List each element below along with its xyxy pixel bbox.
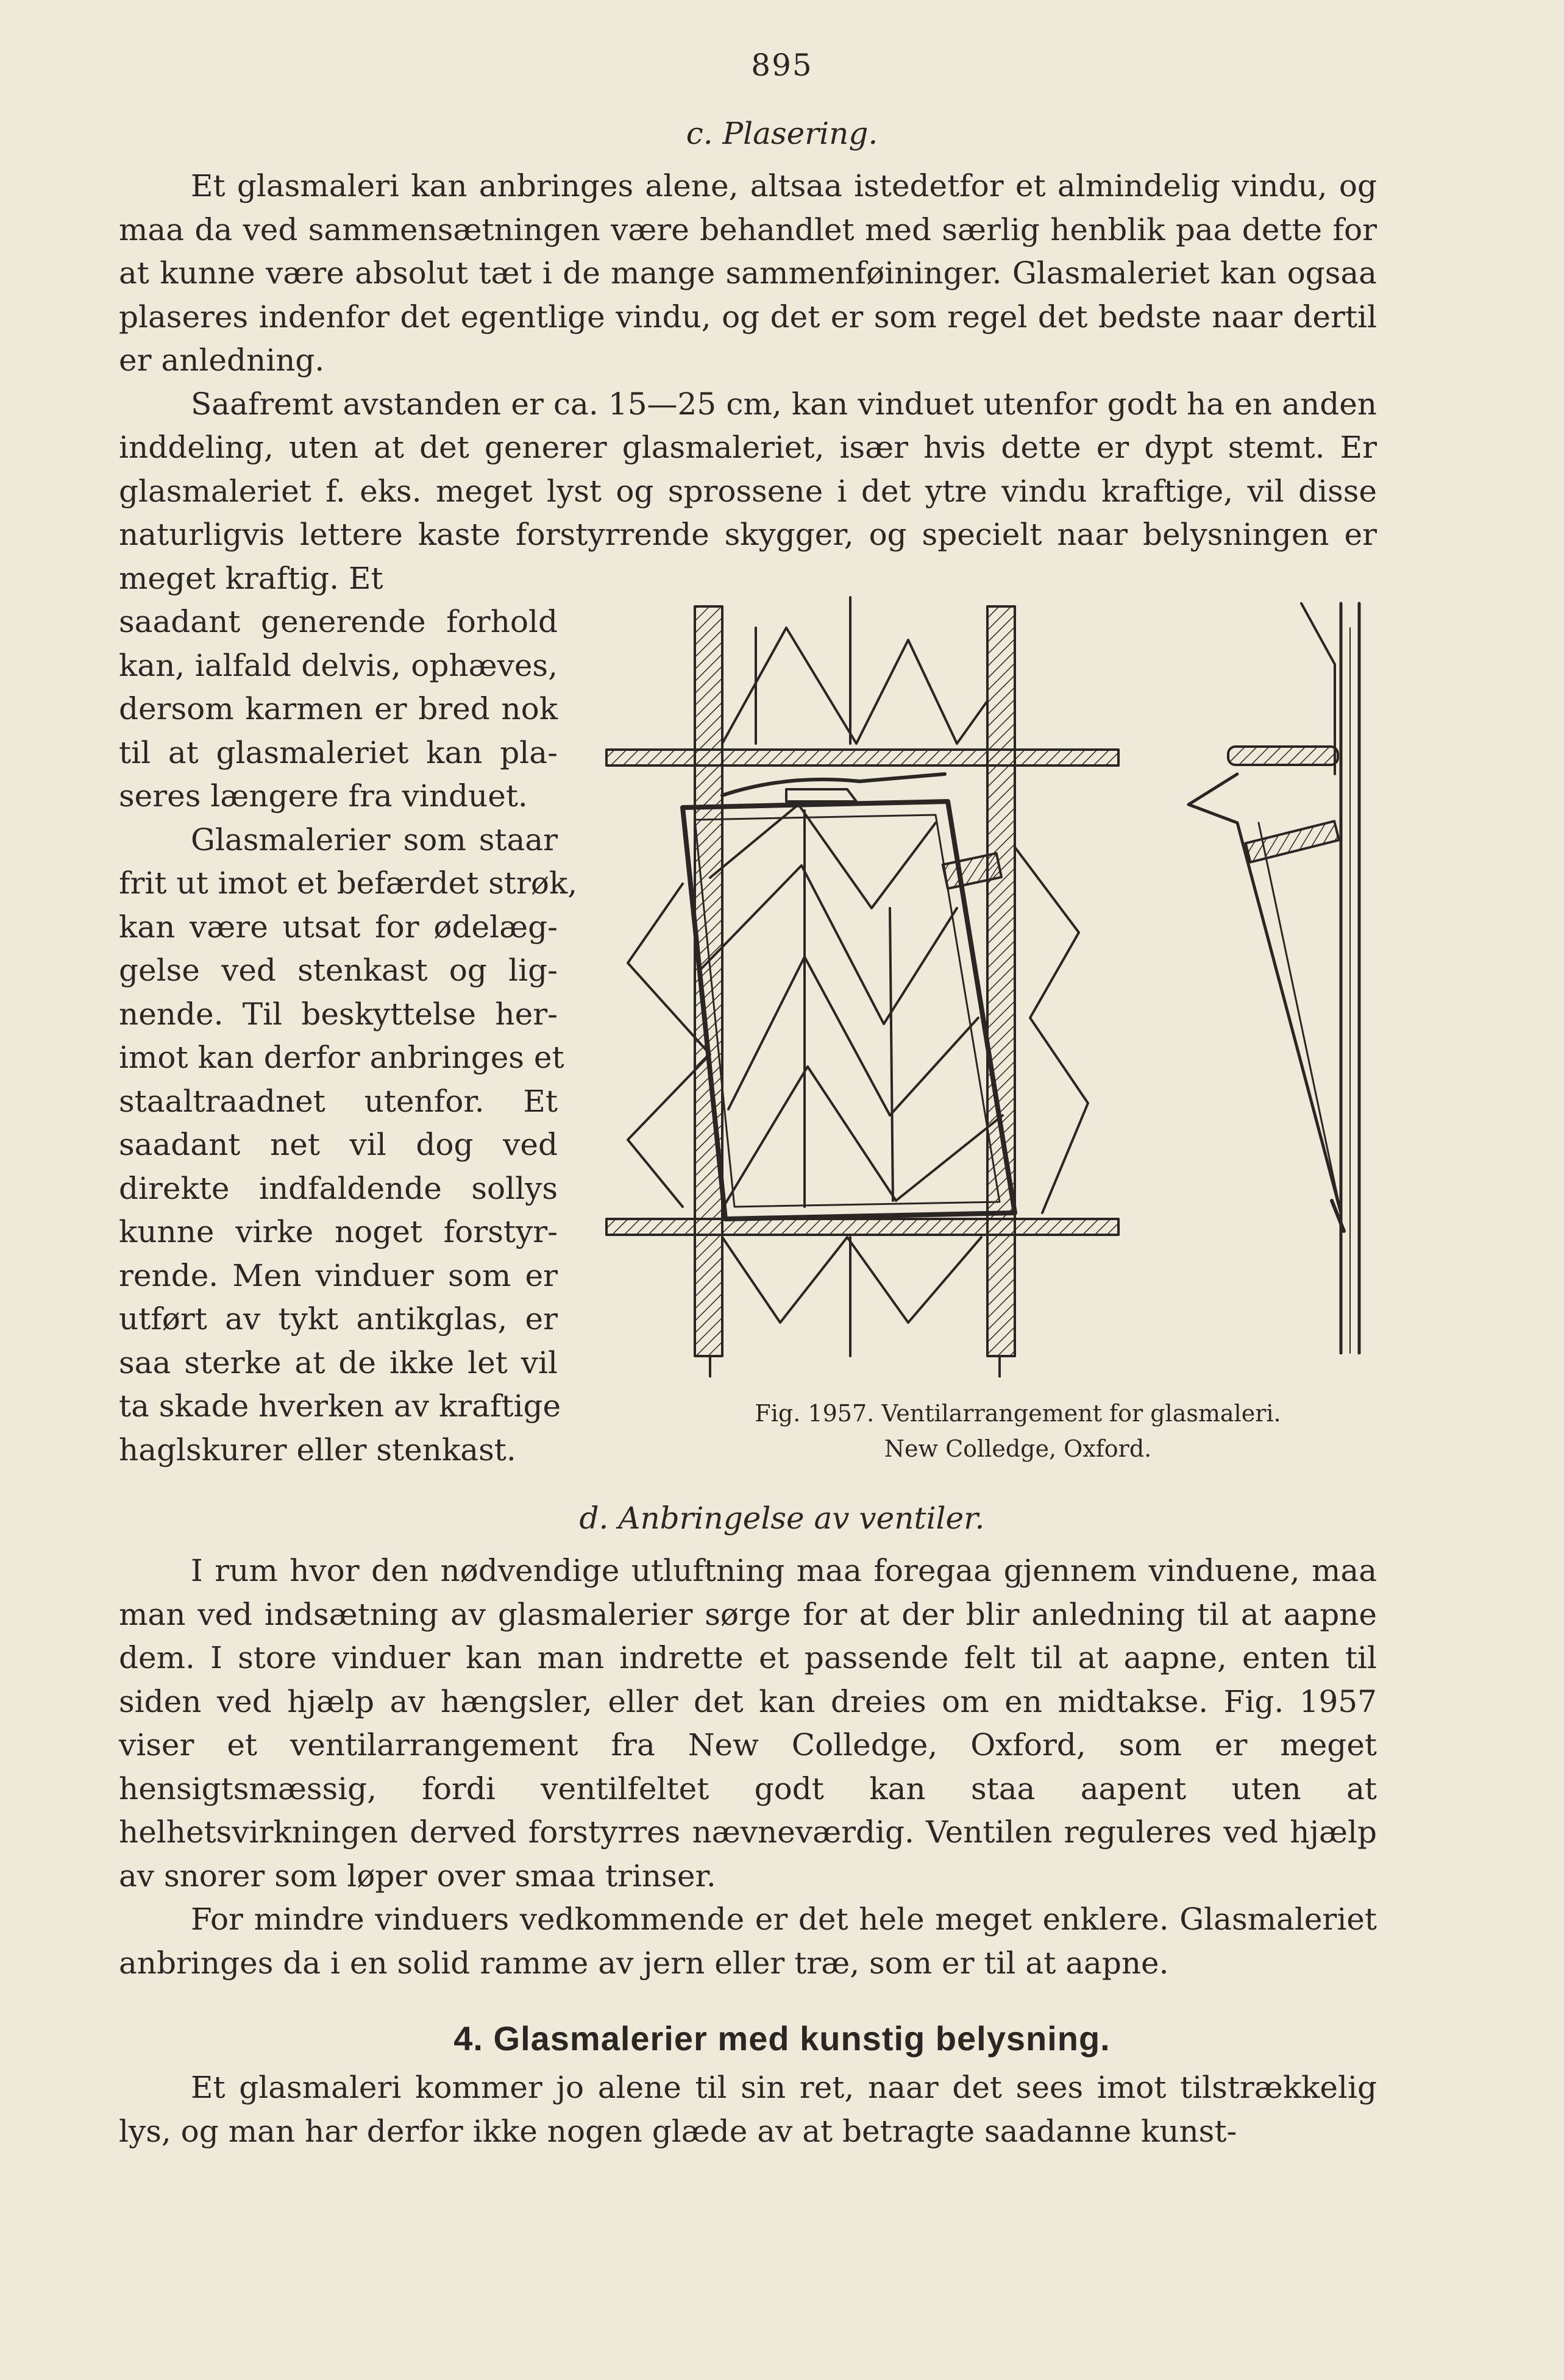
narrow-line: rende. Men vinduer som er [119, 1257, 558, 1293]
figure-caption [677, 1396, 1359, 1466]
right-mullion [987, 606, 1015, 1356]
narrow-line: til at glasmaleriet kan pla- [119, 734, 558, 770]
narrow-line: kunne virke noget forstyr- [119, 1214, 558, 1249]
section-d-para2: For mindre vinduers vedkommende er det hele meget enklere. Glasmaleriet anbringes da i en solid ramme av jern eller træ, som er til at aapne. [119, 1902, 1377, 1981]
caption-line-1: Fig. 1957. Ventilarrangement for glasmaleri. [755, 1400, 1281, 1427]
caption-line-2: New Colledge, Oxford. [884, 1435, 1152, 1462]
section-d-text [119, 1549, 1377, 1985]
narrow-line: nende. Til beskyttelse her- [119, 996, 558, 1032]
bottom-transom [606, 1219, 1118, 1235]
section-4-para1: Et glasmaleri kommer jo alene til sin ret, naar det sees imot tilstrækkelig lys, og man har derfor ikke nogen glæde av at betragte saadanne kunst- [119, 2070, 1377, 2149]
narrow-line: gelse ved stenkast og lig- [119, 953, 558, 988]
narrow-line: ta skade hverken av kraftige [119, 1388, 561, 1424]
narrow-line: dersom karmen er bred nok [119, 691, 558, 726]
narrow-line: haglskurer eller stenkast. [119, 1432, 516, 1468]
top-transom [606, 750, 1118, 766]
section-c-para2: Saafremt avstanden er ca. 15—25 cm, kan vinduet utenfor godt ha en anden inddeling, uten at det generer glasmaleriet, især hvis dette er dypt stemt. Er glasmaleriet f. eks. meget lyst og sprossene i det ytre vindu kraftige, vil disse naturligvis lettere kaste forstyrrende skygger, og specielt naar belysningen er meget kraftig. Et [119, 386, 1377, 596]
narrow-line: utført av tykt antikglas, er [119, 1301, 558, 1337]
section-4-title: 4. Glasmalerier med kunstig belysning. [453, 2019, 1111, 2058]
page-number: 895 [751, 48, 813, 83]
narrow-line: imot kan derfor anbringes et [119, 1040, 564, 1075]
section-c-narrow-column [119, 600, 578, 1472]
narrow-line: direkte indfaldende sollys [119, 1170, 558, 1206]
section-d-para1: I rum hvor den nødvendige utluftning maa foregaa gjennem vinduene, maa man ved indsætning av glasmalerier sørge for at der blir anledning til at aapne dem. I store vinduer kan man indrette et passende felt til at aapne, enten til siden ved hjælp av hængsler, eller det kan dreies om en midtakse. Fig. 1957 viser et ventilarrangement fra New Colledge, Oxford, som er meget hensigtsmæssig, fordi ventilfeltet godt kan staa aapent uten at helhetsvirkningen derved forstyrres nævneværdig. Ventilen reguleres ved hjælp av snorer som løper over smaa trinser. [119, 1553, 1377, 1894]
narrow-line: Glasmalerier som staar [191, 822, 558, 858]
narrow-line: kan være utsat for ødelæg- [119, 909, 558, 945]
narrow-line: saadant net vil dog ved [119, 1127, 558, 1162]
narrow-line: saa sterke at de ikke let vil [119, 1345, 558, 1380]
narrow-line: kan, ialfald delvis, ophæves, [119, 647, 558, 683]
section-4-text [119, 2066, 1377, 2153]
narrow-line: saadant generende forhold [119, 604, 558, 639]
section-c-text [119, 165, 1377, 600]
ventilator-figure [603, 591, 1381, 1377]
narrow-line: seres længere fra vinduet. [119, 778, 528, 814]
section-c-para1: Et glasmaleri kan anbringes alene, altsaa istedetfor et almindelig vindu, og maa da ved sammensætningen være behandlet med særlig henblik paa dette for at kunne være absolut tæt i de mange sammenføininger. Glasmaleriet kan ogsaa plaseres indenfor det egentlige vindu, og det er som regel det bedste naar dertil er anledning. [119, 168, 1377, 378]
narrow-line: staaltraadnet utenfor. Et [119, 1083, 558, 1119]
section-c-heading: c. Plasering. [686, 116, 878, 151]
narrow-line: frit ut imot et befærdet strøk, [119, 865, 578, 901]
section-d-heading: d. Anbringelse av ventiler. [579, 1501, 985, 1536]
